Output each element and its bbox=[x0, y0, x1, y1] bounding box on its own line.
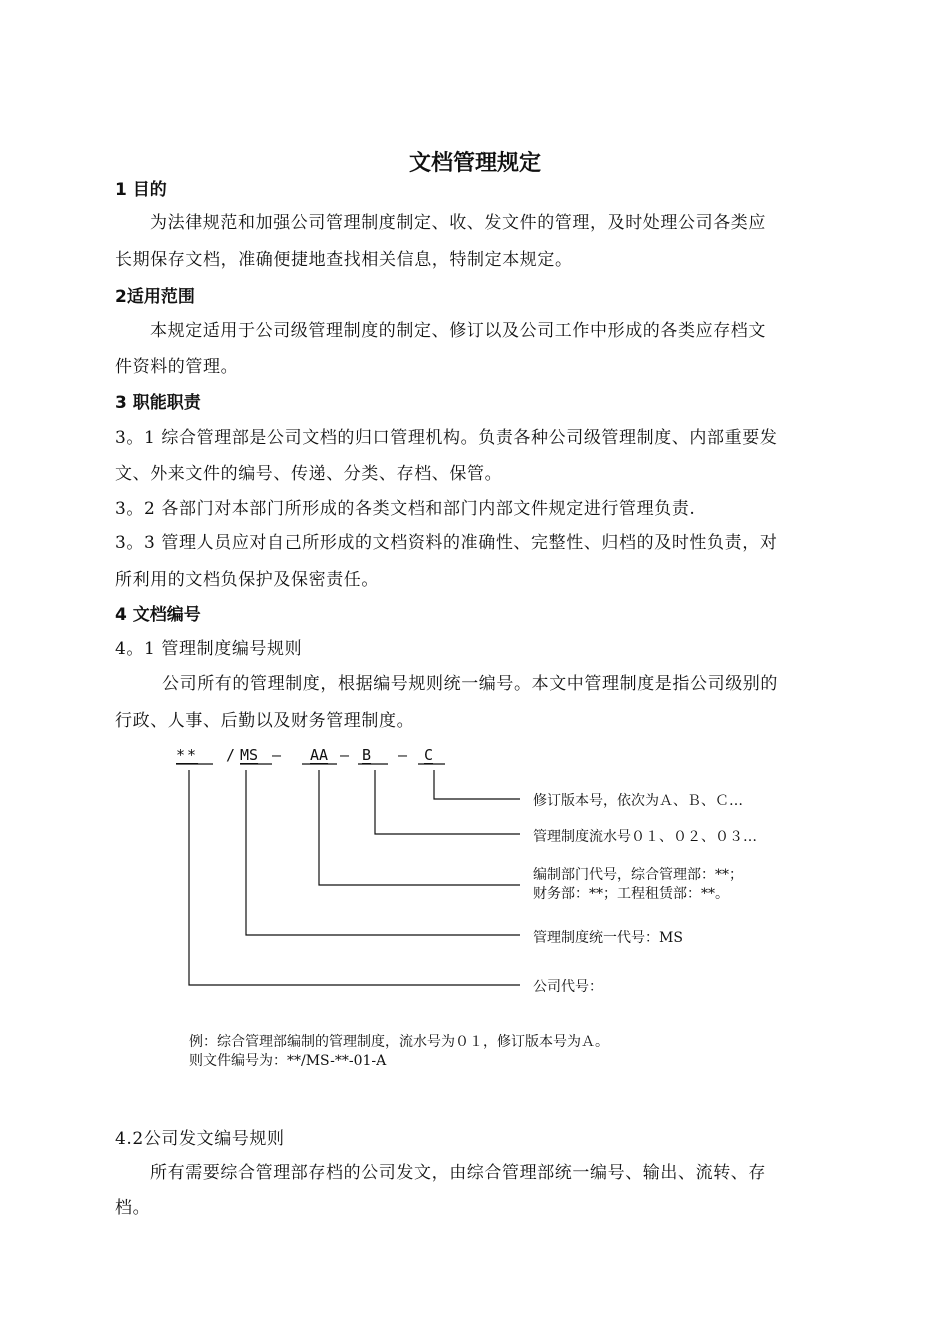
page-title: 文档管理规定 bbox=[408, 150, 541, 176]
section-4-heading: 4 文档编号 bbox=[115, 605, 201, 625]
code-dash-2: — bbox=[340, 746, 350, 764]
section-4-2-para-line2: 档。 bbox=[115, 1198, 151, 1218]
section-1-para-line2: 长期保存文档，准确便捷地查找相关信息，特制定本规定。 bbox=[115, 250, 573, 270]
section-1-para-line1: 为法律规范和加强公司管理制度制定、收、发文件的管理，及时处理公司各类应 bbox=[150, 213, 766, 233]
section-3-item3-line1: 3。3 管理人员应对自己所形成的文档资料的准确性、完整性、归档的及时性负责，对 bbox=[115, 533, 778, 553]
code-company-part: ** bbox=[176, 746, 199, 764]
section-3-item3-line2: 所利用的文档负保护及保密责任。 bbox=[115, 570, 379, 590]
code-ms-part: MS bbox=[240, 746, 259, 764]
section-4-1-heading: 4。1 管理制度编号规则 bbox=[115, 639, 303, 659]
section-4-2-heading: 4.2公司发文编号规则 bbox=[115, 1129, 285, 1149]
label-dept-line2: 财务部：**；工程租赁部：**。 bbox=[533, 886, 729, 902]
section-4-1-para-line1: 公司所有的管理制度，根据编号规则统一编号。本文中管理制度是指公司级别的 bbox=[162, 674, 778, 694]
code-dash-3: — bbox=[398, 746, 408, 764]
section-2-para-line2: 件资料的管理。 bbox=[115, 357, 239, 377]
code-dept-part: AA bbox=[310, 746, 329, 764]
code-serial-part: B bbox=[362, 746, 372, 764]
section-3-heading: 3 职能职责 bbox=[115, 393, 201, 413]
section-2-heading: 2适用范围 bbox=[115, 287, 195, 307]
section-4-1-para-line2: 行政、人事、后勤以及财务管理制度。 bbox=[115, 711, 415, 731]
label-company: 公司代号： bbox=[533, 979, 603, 995]
example-line2: 则文件编号为：**/MS-**-01-A bbox=[189, 1053, 387, 1069]
label-dept-line1: 编制部门代号，综合管理部：**； bbox=[533, 867, 743, 883]
code-dash-1: — bbox=[272, 746, 282, 764]
code-slash: / bbox=[226, 746, 236, 764]
label-version: 修订版本号，依次为Ａ、Ｂ、Ｃ… bbox=[533, 793, 743, 809]
label-ms: 管理制度统一代号：MS bbox=[533, 930, 683, 946]
label-serial: 管理制度流水号０１、０２、０３… bbox=[533, 829, 757, 845]
section-3-item1-line1: 3。1 综合管理部是公司文档的归口管理机构。负责各种公司级管理制度、内部重要发 bbox=[115, 428, 778, 448]
section-2-para-line1: 本规定适用于公司级管理制度的制定、修订以及公司工作中形成的各类应存档文 bbox=[150, 321, 766, 341]
section-4-2-para-line1: 所有需要综合管理部存档的公司发文，由综合管理部统一编号、输出、流转、存 bbox=[150, 1163, 766, 1183]
section-3-item2: 3。2 各部门对本部门所形成的各类文档和部门内部文件规定进行管理负责. bbox=[115, 499, 696, 519]
example-line1: 例：综合管理部编制的管理制度，流水号为０１，修订版本号为Ａ。 bbox=[189, 1034, 609, 1050]
code-version-part: C bbox=[424, 746, 434, 764]
section-1-heading: 1 目的 bbox=[115, 180, 167, 200]
section-3-item1-line2: 文、外来文件的编号、传递、分类、存档、保管。 bbox=[115, 464, 503, 484]
